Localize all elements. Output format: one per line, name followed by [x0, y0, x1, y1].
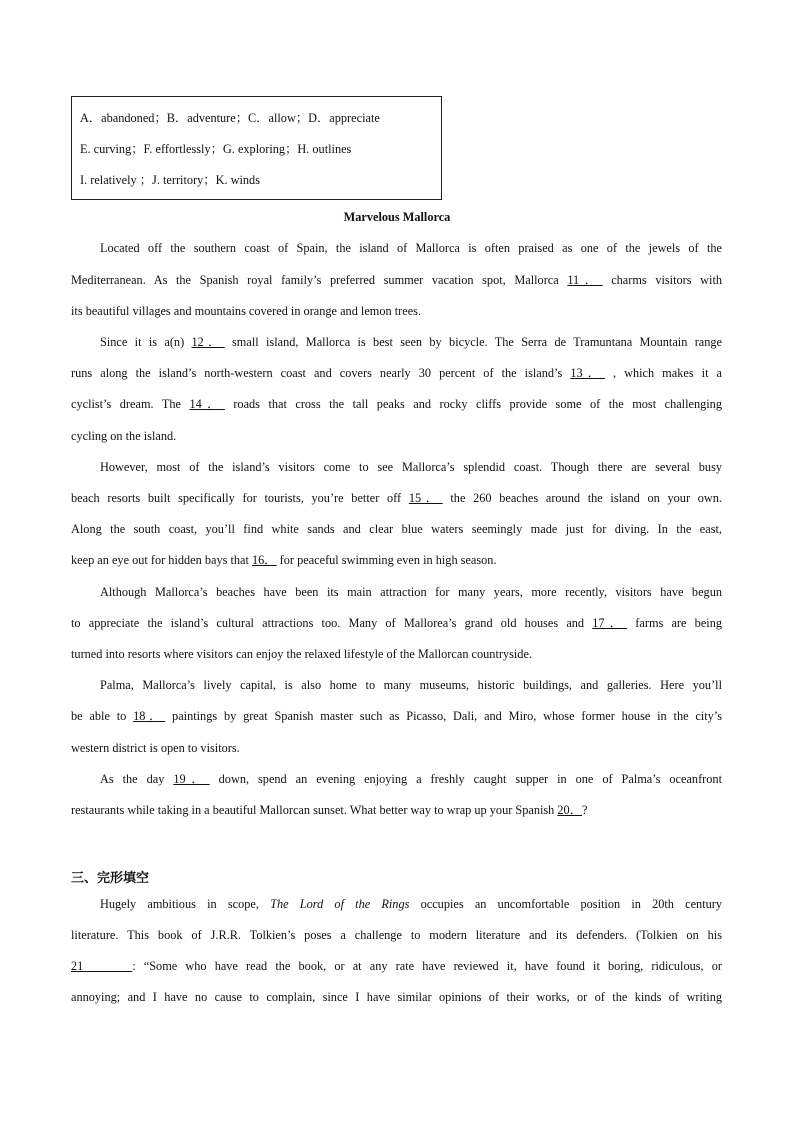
passage-line: literature. This book of J.R.R. Tolkien’s poses a challenge to modern literature and its defenders. (Tolkien on his	[71, 928, 722, 942]
line-text: Since it is a(n)	[100, 335, 185, 349]
line-text: the 260 beaches around the island on your own.	[450, 491, 722, 505]
line-text: be able to	[71, 709, 127, 723]
passage-title: Marvelous Mallorca	[343, 210, 451, 224]
passage-line	[71, 800, 722, 820]
line-text: As the day	[100, 772, 165, 786]
line-text: cyclist’s dream. The	[71, 397, 181, 411]
line-text: down, spend an evening enjoying a freshly caught supper in one of Palma’s oceanfront	[218, 772, 722, 786]
blank-18: 18．	[133, 709, 166, 723]
passage-line	[71, 613, 722, 633]
book-title: The Lord of the Rings	[270, 897, 410, 911]
line-text: restaurants while taking in a beautiful Mallorcan sunset. What better way to wrap up your Spanish	[71, 803, 555, 817]
word-bank-row: I. relatively ；J. territory；K. winds	[80, 173, 260, 187]
blank-11: 11．	[567, 273, 603, 287]
line-text: runs along the island’s north-western coast and covers nearly 30 percent of the island’s	[71, 366, 563, 380]
passage-line: western district is open to visitors.	[71, 741, 240, 755]
line-text: : “Some who have read the book, or at any rate have reviewed it, have found it boring, ridiculous, or	[132, 959, 722, 973]
line-text: small island, Mallorca is best seen by bicycle. The Serra de Tramuntana Mountain range	[232, 335, 722, 349]
line-text: ?	[582, 803, 588, 817]
line-text: keep an eye out for hidden bays that	[71, 553, 249, 567]
passage-line	[100, 769, 722, 789]
passage-line	[71, 270, 722, 290]
blank-12: 12．	[191, 335, 225, 349]
line-text: Mediterranean. As the Spanish royal family’s preferred summer vacation spot, Mallorca	[71, 273, 559, 287]
blank-15: 15．	[408, 491, 443, 505]
passage-line: However, most of the island’s visitors come to see Mallorca’s splendid coast. Though there are several busy	[100, 460, 722, 474]
passage-line: annoying; and I have no cause to complain, since I have similar opinions of their works, or of the kinds of writing	[71, 990, 722, 1004]
passage-line	[71, 394, 722, 414]
line-text: farms are being	[635, 616, 722, 630]
blank-16: 16．	[251, 553, 277, 567]
passage-line: Along the south coast, you’ll find white sands and clear blue waters seemingly made just for diving. In the east,	[71, 522, 722, 536]
word-bank-box	[71, 96, 442, 200]
line-text: to appreciate the island’s cultural attractions too. Many of Mallorea’s grand old houses and	[71, 616, 585, 630]
line-text: for peaceful swimming even in high season.	[279, 553, 497, 567]
blank-20: 20．	[557, 803, 583, 817]
passage-line: Located off the southern coast of Spain, the island of Mallorca is often praised as one of the jewels of the	[100, 241, 722, 255]
word-bank-row: E. curving；F. effortlessly；G. exploring；H. outlines	[80, 142, 352, 156]
passage-line	[71, 956, 722, 976]
passage-line: cycling on the island.	[71, 429, 177, 443]
passage-line	[100, 894, 722, 914]
passage-line: Although Mallorca’s beaches have been its main attraction for many years, more recently, visitors have begun	[100, 585, 722, 599]
line-text: charms visitors with	[611, 273, 723, 287]
passage-line: Palma, Mallorca’s lively capital, is also home to many museums, historic buildings, and galleries. Here you’ll	[100, 678, 722, 692]
blank-underline	[83, 959, 132, 973]
blank-21: 21	[71, 959, 84, 973]
word-bank-row: A．abandoned；B．adventure；C．allow；D．appreciate	[80, 111, 380, 125]
line-text: Hugely ambitious in scope,	[100, 897, 259, 911]
blank-19: 19．	[173, 772, 210, 786]
passage-line	[71, 488, 722, 508]
line-text: beach resorts built specifically for tourists, you’re better off	[71, 491, 402, 505]
line-text: roads that cross the tall peaks and rocky cliffs provide some of the most challenging	[233, 397, 722, 411]
passage-line	[100, 332, 722, 352]
passage-line	[71, 550, 722, 570]
line-text: paintings by great Spanish master such as Picasso, Dali, and Miro, whose former house in the city’s	[172, 709, 723, 723]
passage-line	[71, 363, 722, 383]
blank-17: 17．	[592, 616, 628, 630]
passage-line: its beautiful villages and mountains covered in orange and lemon trees.	[71, 304, 422, 318]
line-text: occupies an uncomfortable position in 20th century	[420, 897, 723, 911]
section-heading: 三、完形填空	[71, 871, 150, 886]
line-text: , which makes it a	[612, 366, 723, 380]
passage-line: turned into resorts where visitors can enjoy the relaxed lifestyle of the Mallorcan countryside.	[71, 647, 532, 661]
passage-line	[71, 706, 722, 726]
blank-14: 14．	[189, 397, 225, 411]
blank-13: 13．	[570, 366, 605, 380]
